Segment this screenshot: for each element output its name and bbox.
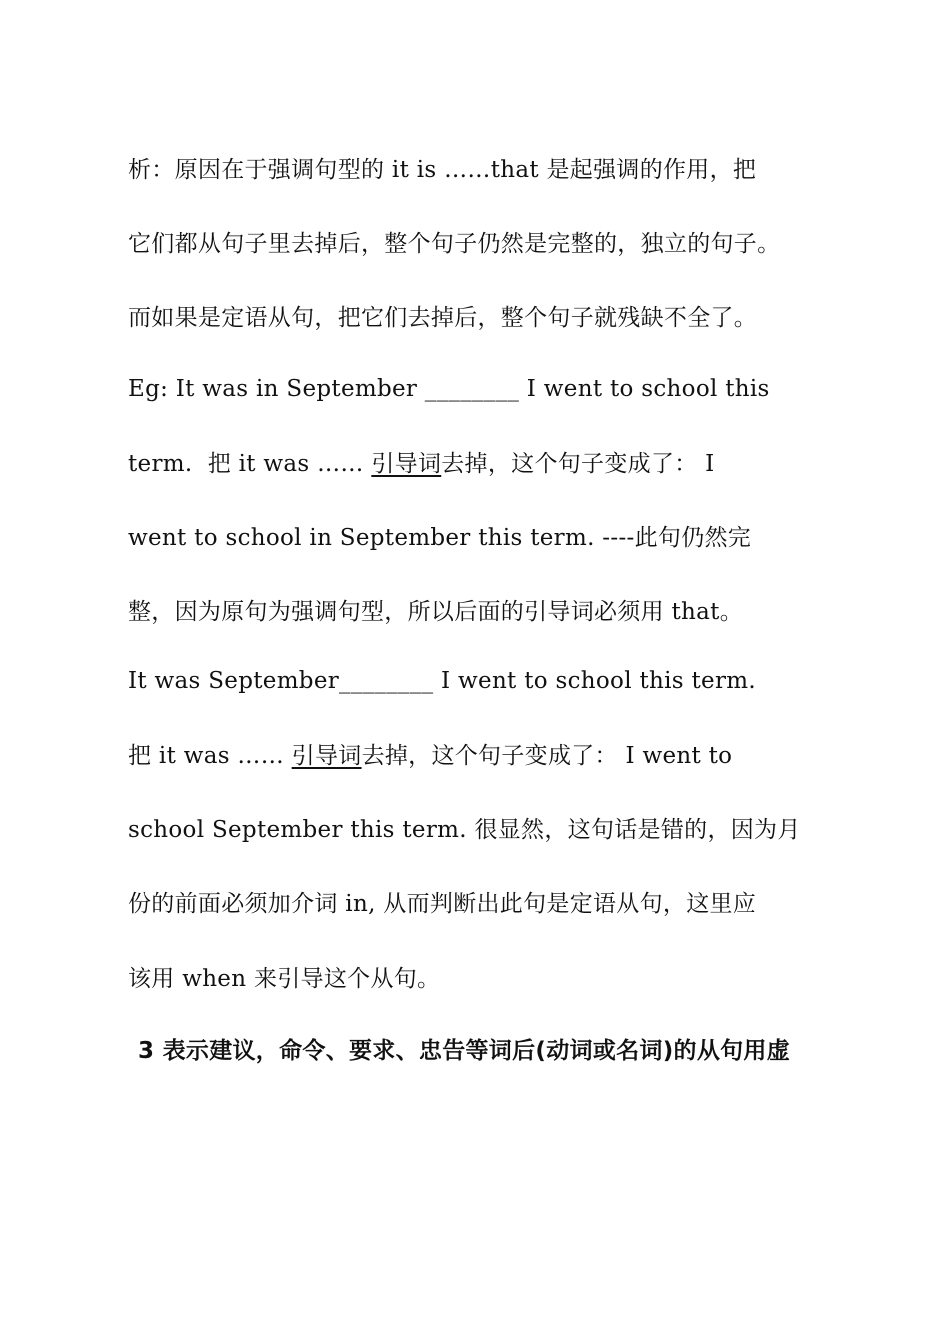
underlined-term: 引导词 [371,451,442,477]
example-line-2: It was September________ I went to school this term. [128,668,756,694]
text-line-1: 析：原因在于强调句型的 it is ……that 是起强调的作用，把 [128,157,757,183]
text-line-5-part-b: 去掉，这个句子变成了： I [441,451,715,477]
text-line-12: 该用 when 来引导这个从句。 [128,966,441,992]
text-line-5-part-a: term. 把 it was …… [128,451,372,477]
text-line-5 [128,449,828,479]
text-line-11: 份的前面必须加介词 in, 从而判断出此句是定语从句，这里应 [128,891,757,917]
text-line-10: school September this term. 很显然，这句话是错的，因为月 [128,817,801,843]
text-line-7: 整，因为原句为强调句型，所以后面的引导词必须用 that。 [128,599,744,625]
text-line-6: went to school in September this term. ----此句仍然完 [128,525,752,551]
underlined-term: 引导词 [291,743,362,769]
text-line-9-part-a: 把 it was …… [128,743,292,769]
section-heading: 3 表示建议，命令、要求、忠告等词后(动词或名词)的从句用虚 [138,1038,791,1064]
example-line-1: Eg: It was in September ________ I went to school this [128,376,770,402]
text-line-9-part-b: 去掉，这个句子变成了： I went to [361,743,733,769]
text-line-2: 它们都从句子里去掉后，整个句子仍然是完整的，独立的句子。 [128,231,781,257]
text-line-3: 而如果是定语从句，把它们去掉后，整个句子就残缺不全了。 [128,305,758,331]
text-line-9 [128,741,828,771]
